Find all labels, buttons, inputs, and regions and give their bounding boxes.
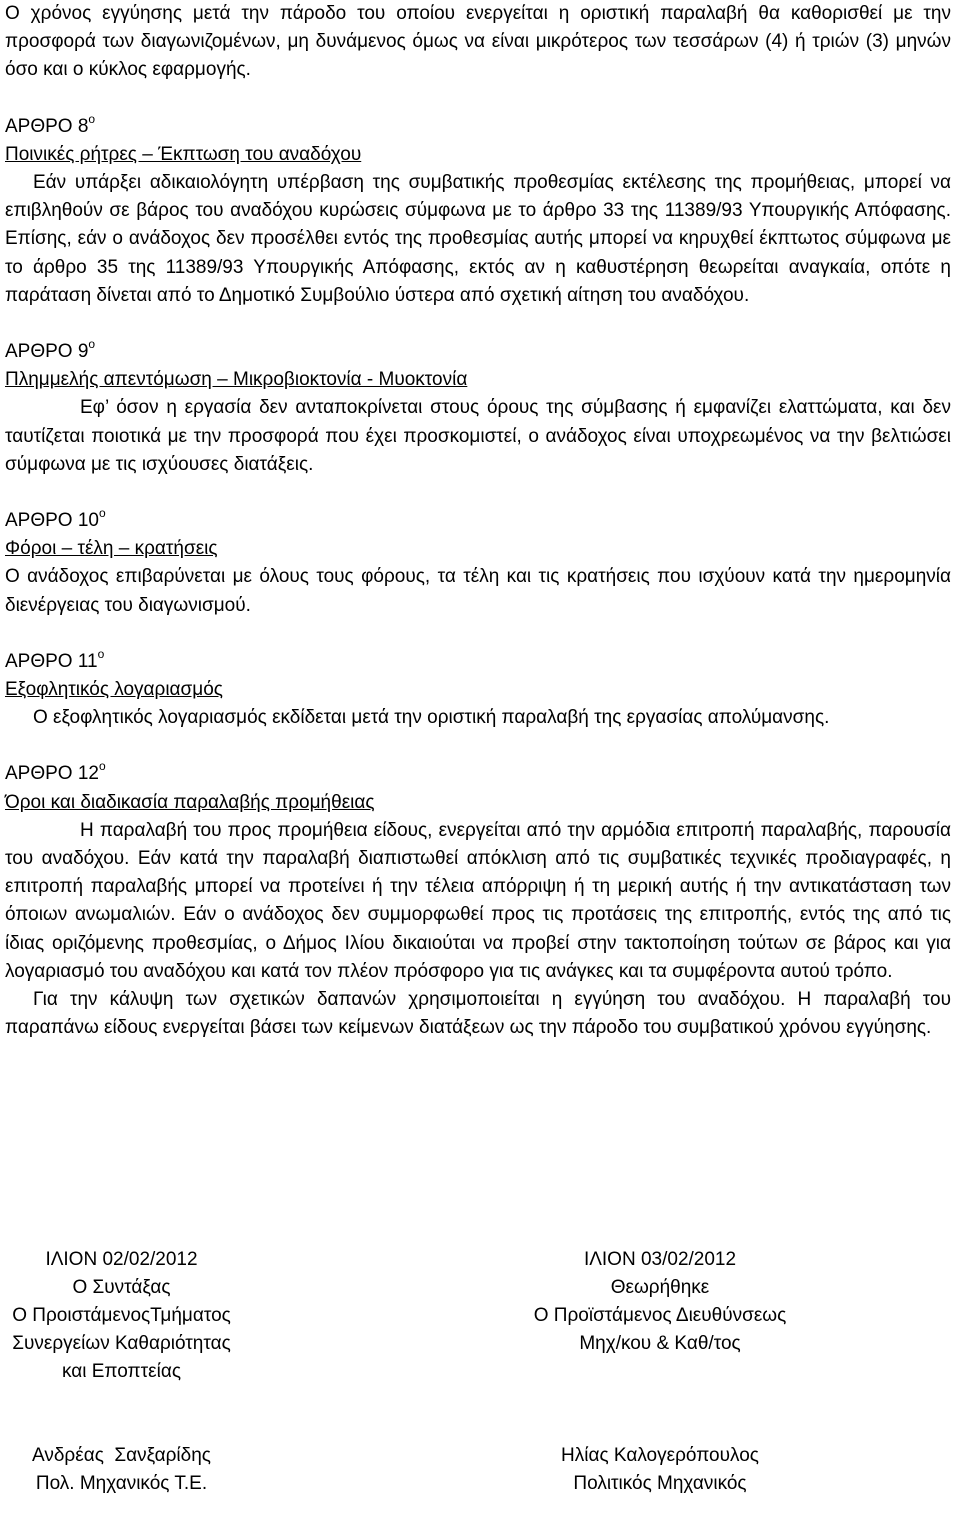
document-body [5, 0, 951, 1043]
article-10 [5, 507, 951, 620]
article-subtitle: Φόροι – τέλη – κρατήσεις [5, 538, 218, 560]
articles [5, 113, 951, 1043]
signature-position: Συνεργείων Καθαριότητας [12, 1333, 231, 1354]
article-text-continued: Για την κάλυψη των σχετικών δαπανών χρησιμοποιείται η εγγύηση του αναδόχου. Η παραλαβή του παραπάνω είδους ενεργείται βάσει των κείμενων διατάξεων ως την πάροδο του συμβατικού χρόνου εγγύησης. [5, 989, 951, 1039]
signature-space [0, 1386, 243, 1442]
signature-position: και Εποπτείας [61, 1361, 181, 1382]
article-heading [5, 113, 951, 141]
article-heading [5, 507, 951, 535]
article-12 [5, 760, 951, 1042]
intro-paragraph: Ο χρόνος εγγύησης μετά την πάροδο του οποίου ενεργείται η οριστική παραλαβή θα καθορισθεί με την προσφορά των διαγωνιζομένων, μη δυνάμενος όμως να είναι μικρότερος των τεσσάρων (4) ή τριών (3) μηνών όσο και ο κύκλος εφαρμογής. [5, 3, 951, 81]
article-text: Εάν υπάρξει αδικαιολόγητη υπέρβαση της συμβατικής προθεσμίας εκτέλεσης της προμήθειας, μπορεί να επιβληθούν σε βάρος του αναδόχου κυρώσεις σύμφωνα με το άρθρο 33 της 11389/93 Υπουργικής Απόφασης. Επίσης, εάν ο ανάδοχος δεν προσέλθει εντός της προθεσμίας αυτής μπορεί να κηρυχθεί έκπτωτος σύμφωνα με το άρθρο 35 της 11389/93 Υπουργικής Απόφασης, εκτός αν η καθυστέρηση θεωρείται αναγκαία, οπότε η παράταση δίνεται από το Δημοτικό Συμβούλιο ύστερα από σχετική αίτηση του αναδόχου. [5, 172, 951, 306]
ordinal-mark: ο [88, 111, 96, 126]
signature-right [500, 1246, 820, 1498]
signature-left [0, 1246, 243, 1498]
signature-position: Ο Προϊστάμενος Διευθύνσεως [533, 1305, 787, 1326]
article-number: ΑΡΘΡΟ 9 [5, 341, 89, 363]
article-subtitle: Πλημμελής απεντόμωση – Μικροβιοκτονία - Μυοκτονία [5, 369, 468, 391]
article-number: ΑΡΘΡΟ 11 [5, 650, 98, 672]
article-11 [5, 648, 951, 733]
article-heading [5, 760, 951, 788]
signature-block [0, 1246, 960, 1524]
signature-position-empty [500, 1358, 820, 1386]
signature-position: Μηχ/κου & Καθ/τος [579, 1333, 741, 1354]
signatory-name: Ανδρέας Σανξαρίδης [32, 1445, 211, 1466]
signatory-title: Πολιτικός Μηχανικός [573, 1473, 747, 1494]
ordinal-mark: ο [97, 646, 105, 661]
ordinal-mark: ο [99, 506, 106, 521]
article-9 [5, 338, 951, 479]
article-subtitle: Όροι και διαδικασία παραλαβής προμήθειας [5, 791, 375, 813]
signature-role: Θεωρήθηκε [610, 1277, 710, 1298]
signature-role: Ο Συντάξας [72, 1277, 171, 1298]
article-text: Ο εξοφλητικός λογαριασμός εκδίδεται μετά την οριστική παραλαβή της εργασίας απολύμανσης. [33, 707, 830, 729]
article-subtitle: Ποινικές ρήτρες – Έκπτωση του αναδόχου [5, 143, 362, 165]
article-heading [5, 648, 951, 676]
article-number: ΑΡΘΡΟ 10 [5, 510, 99, 532]
signature-space [500, 1386, 820, 1442]
article-text: Η παραλαβή του προς προμήθεια είδους, ενεργείται από την αρμόδια επιτροπή παραλαβής, παρουσία του αναδόχου. Εάν κατά την παραλαβή διαπιστωθεί απόκλιση από τις συμβατικές τεχνικές προδιαγραφές, η επιτροπή παραλαβής μπορεί να προτείνει ή την τέλεια απόρριψη ή τη μερική αυτής ή την αντικατάσταση των όποιων ανωμαλιών. Εάν ο ανάδοχος δεν συμμορφωθεί προς τις προτάσεις της επιτροπής, εντός της από τις ίδιας οριζόμενης προθεσμίας, ο Δήμος Ιλίου δικαιούται να προβεί στην τακτοποίηση τούτων σε βάρος και για λογαριασμό του αναδόχου και κατά τον πλέον πρόσφορο για τις ανάγκες και τα συμφέροντα αυτού τρόπο. [5, 819, 951, 982]
signature-date: ΙΛΙΟΝ 02/02/2012 [45, 1249, 198, 1270]
signatory-name: Ηλίας Καλογερόπουλος [561, 1445, 759, 1466]
article-number: ΑΡΘΡΟ 8 [5, 115, 89, 137]
ordinal-mark: ο [88, 337, 96, 352]
article-heading [5, 338, 951, 366]
signature-date: ΙΛΙΟΝ 03/02/2012 [583, 1249, 737, 1270]
article-number: ΑΡΘΡΟ 12 [5, 763, 99, 785]
ordinal-mark: ο [99, 759, 106, 774]
article-subtitle: Εξοφλητικός λογαριασμός [5, 679, 223, 701]
article-text: Ο ανάδοχος επιβαρύνεται με όλους τους φόρους, τα τέλη και τις κρατήσεις που ισχύουν κατά την ημερομηνία διενέργειας του διαγωνισμού. [5, 566, 951, 616]
signature-position: Ο ΠροιστάμενοςΤμήματος [12, 1305, 231, 1326]
signatory-title: Πολ. Μηχανικός Τ.Ε. [35, 1473, 208, 1494]
article-8 [5, 113, 951, 310]
article-text: Εφ’ όσον η εργασία δεν ανταποκρίνεται στους όρους της σύμβασης ή εμφανίζει ελαττώματα, και δεν ταυτίζεται ποιοτικά με την προσφορά που έχει προσκομιστεί, ο ανάδοχος είναι υποχρεωμένος να την βελτιώσει σύμφωνα με τις ισχύουσες διατάξεις. [5, 397, 951, 475]
